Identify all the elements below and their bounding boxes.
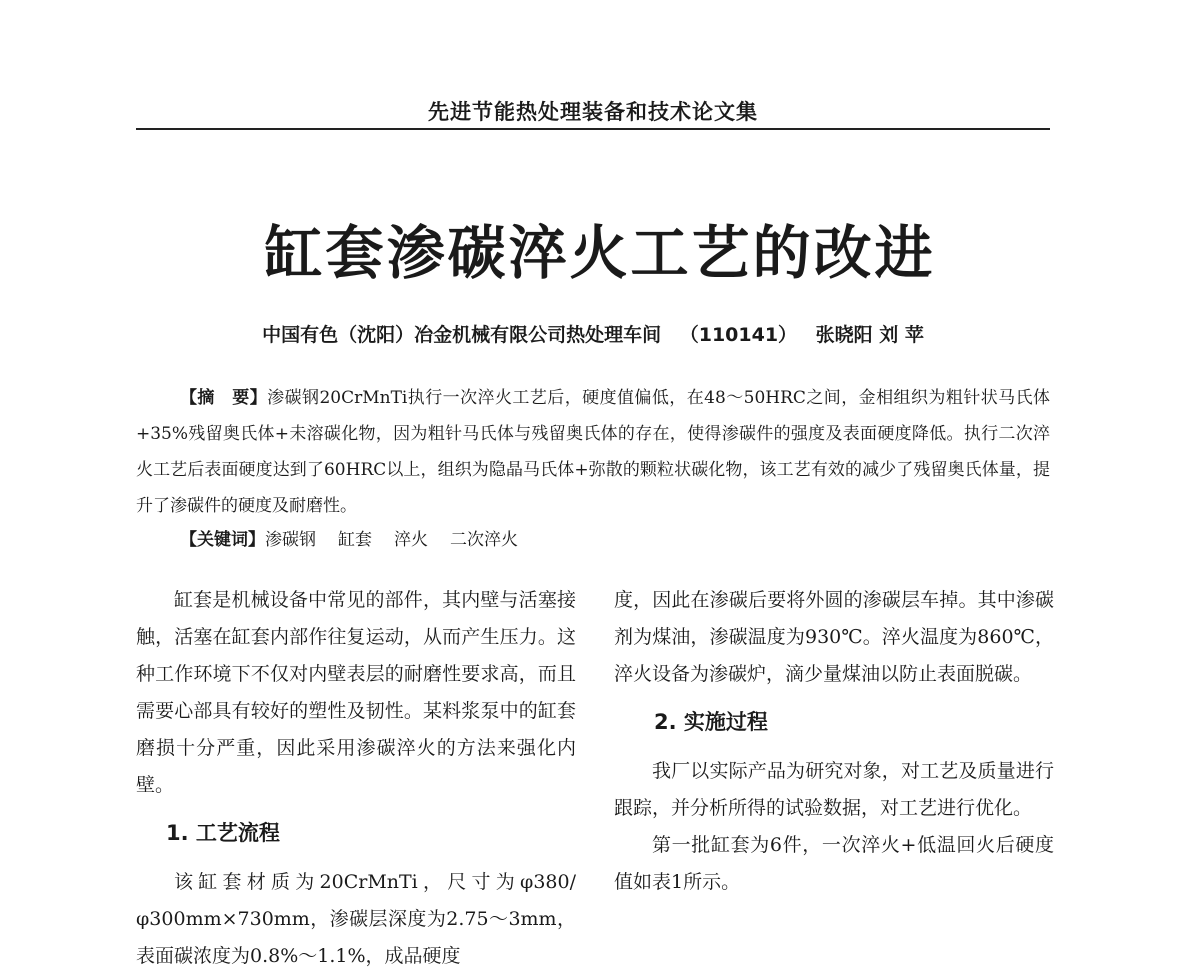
postcode: （110141）: [679, 324, 798, 346]
section-1-paragraph: 该缸套材质为20CrMnTi，尺寸为φ380/φ300mm×730mm，渗碳层深度为2.75～3mm，表面碳浓度为0.8%～1.1%，成品硬度: [136, 871, 576, 967]
abstract-text: 渗碳钢20CrMnTi执行一次淬火工艺后，硬度值偏低，在48～50HRC之间，金相组织为粗针状马氏体+35%残留奥氏体+未溶碳化物，因为粗针马氏体与残留奥氏体的存在，使得渗碳件的强度及表面硬度降低。执行二次淬火工艺后表面硬度达到了60HRC以上，组织为隐晶马氏体+弥散的颗粒状碳化物，该工艺有效的减少了残留奥氏体量，提升了渗碳件的硬度及耐磨性。: [136, 388, 1050, 516]
right-column: [614, 582, 1054, 901]
keyword: 渗碳钢: [265, 530, 316, 550]
continuation-paragraph: 度，因此在渗碳后要将外圆的渗碳层车掉。其中渗碳剂为煤油，渗碳温度为930℃。淬火温度为860℃，淬火设备为渗碳炉，滴少量煤油以防止表面脱碳。: [614, 589, 1054, 685]
keyword: 淬火: [394, 530, 428, 550]
keyword: 缸套: [338, 530, 372, 550]
section-2-paragraph-2: 第一批缸套为6件，一次淬火+低温回火后硬度值如表1所示。: [614, 834, 1054, 893]
running-header: 先进节能热处理装备和技术论文集: [428, 100, 758, 124]
keywords-label: 【关键词】: [180, 530, 265, 550]
section-2-paragraph-1: 我厂以实际产品为研究对象，对工艺及质量进行跟踪，并分析所得的试验数据，对工艺进行优化。: [614, 760, 1054, 819]
authors: 张晓阳 刘 苹: [815, 324, 924, 346]
author-affiliation-line: [136, 320, 1050, 347]
affiliation: 中国有色（沈阳）冶金机械有限公司热处理车间: [262, 324, 662, 346]
abstract: [136, 380, 1050, 524]
header-rule: [136, 128, 1050, 130]
keyword: 二次淬火: [450, 530, 518, 550]
paper-title: 缸套渗碳淬火工艺的改进: [264, 219, 936, 287]
section-2-heading: 2. 实施过程: [654, 710, 768, 734]
abstract-label: 【摘 要】: [180, 388, 268, 408]
left-column: [136, 582, 576, 975]
keywords: [180, 524, 1050, 556]
intro-paragraph: 缸套是机械设备中常见的部件，其内壁与活塞接触，活塞在缸套内部作往复运动，从而产生压力。这种工作环境下不仅对内壁表层的耐磨性要求高，而且需要心部具有较好的塑性及韧性。某料浆泵中的缸套磨损十分严重，因此采用渗碳淬火的方法来强化内壁。: [136, 589, 576, 796]
section-1-heading: 1. 工艺流程: [166, 821, 280, 845]
